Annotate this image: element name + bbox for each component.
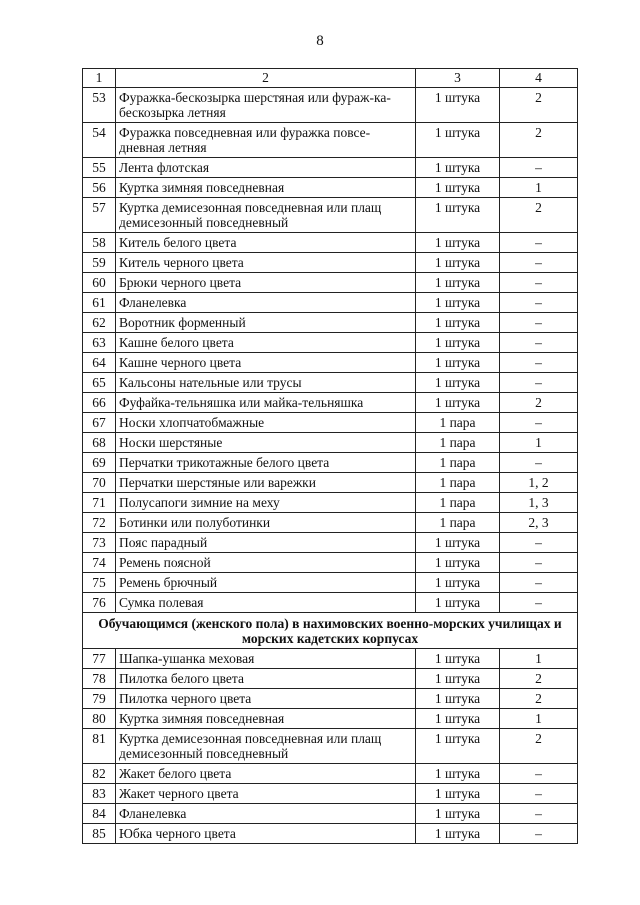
table-row [83, 198, 578, 233]
item-quantity: 1 штука [416, 689, 500, 709]
row-number: 79 [83, 689, 116, 709]
item-note: 2, 3 [500, 513, 578, 533]
item-name: Ремень брючный [116, 573, 416, 593]
item-name: Фланелевка [116, 804, 416, 824]
row-number: 78 [83, 669, 116, 689]
row-number: 82 [83, 764, 116, 784]
item-name: Лента флотская [116, 158, 416, 178]
row-number: 57 [83, 198, 116, 233]
table-row [83, 253, 578, 273]
item-name: Кашне черного цвета [116, 353, 416, 373]
row-number: 61 [83, 293, 116, 313]
item-name: Куртка зимняя повседневная [116, 178, 416, 198]
table-header-row [83, 69, 578, 88]
item-quantity: 1 пара [416, 513, 500, 533]
item-note: – [500, 313, 578, 333]
row-number: 77 [83, 649, 116, 669]
item-note: 1 [500, 178, 578, 198]
row-number: 74 [83, 553, 116, 573]
item-name: Фуфайка-тельняшка или майка-тельняшка [116, 393, 416, 413]
item-quantity: 1 штука [416, 804, 500, 824]
item-quantity: 1 штука [416, 233, 500, 253]
item-note: 2 [500, 198, 578, 233]
row-number: 66 [83, 393, 116, 413]
item-note: 2 [500, 729, 578, 764]
item-quantity: 1 штука [416, 123, 500, 158]
row-number: 64 [83, 353, 116, 373]
page-number: 8 [316, 33, 324, 49]
item-name: Шапка-ушанка меховая [116, 649, 416, 669]
item-name: Ремень поясной [116, 553, 416, 573]
table-row [83, 158, 578, 178]
item-quantity: 1 пара [416, 453, 500, 473]
item-name: Воротник форменный [116, 313, 416, 333]
item-quantity: 1 штука [416, 393, 500, 413]
row-number: 85 [83, 824, 116, 844]
item-note: – [500, 293, 578, 313]
item-quantity: 1 пара [416, 413, 500, 433]
row-number: 73 [83, 533, 116, 553]
item-note: – [500, 824, 578, 844]
item-note: 2 [500, 88, 578, 123]
column-header-1: 1 [83, 69, 116, 88]
row-number: 84 [83, 804, 116, 824]
column-header-4: 4 [500, 69, 578, 88]
item-note: – [500, 373, 578, 393]
item-name: Ботинки или полуботинки [116, 513, 416, 533]
item-quantity: 1 штука [416, 333, 500, 353]
item-quantity: 1 пара [416, 433, 500, 453]
item-quantity: 1 штука [416, 573, 500, 593]
table-row [83, 709, 578, 729]
item-note: 2 [500, 669, 578, 689]
item-note: – [500, 804, 578, 824]
row-number: 71 [83, 493, 116, 513]
item-note: – [500, 413, 578, 433]
table-row [83, 669, 578, 689]
row-number: 63 [83, 333, 116, 353]
item-name: Юбка черного цвета [116, 824, 416, 844]
table-row [83, 689, 578, 709]
item-quantity: 1 штука [416, 313, 500, 333]
row-number: 70 [83, 473, 116, 493]
item-quantity: 1 штука [416, 353, 500, 373]
item-name: Сумка полевая [116, 593, 416, 613]
item-name: Перчатки шерстяные или варежки [116, 473, 416, 493]
table-row [83, 649, 578, 669]
item-name: Брюки черного цвета [116, 273, 416, 293]
item-note: 2 [500, 393, 578, 413]
item-note: 1, 3 [500, 493, 578, 513]
table-row [83, 353, 578, 373]
item-quantity: 1 штука [416, 764, 500, 784]
section-header-row [83, 613, 578, 649]
row-number: 68 [83, 433, 116, 453]
column-header-2: 2 [116, 69, 416, 88]
item-note: – [500, 573, 578, 593]
row-number: 69 [83, 453, 116, 473]
clothing-supply-table [82, 68, 578, 844]
item-note: 1 [500, 433, 578, 453]
table-row [83, 233, 578, 253]
item-name: Фуражка повседневная или фуражка повсе-дневная летняя [116, 123, 416, 158]
item-name: Жакет белого цвета [116, 764, 416, 784]
table-row [83, 804, 578, 824]
row-number: 65 [83, 373, 116, 393]
item-name: Куртка демисезонная повседневная или плащ демисезонный повседневный [116, 198, 416, 233]
row-number: 58 [83, 233, 116, 253]
table-row [83, 88, 578, 123]
table-row [83, 729, 578, 764]
item-name: Фуражка-бескозырка шерстяная или фураж-ка-бескозырка летняя [116, 88, 416, 123]
item-name: Куртка зимняя повседневная [116, 709, 416, 729]
item-quantity: 1 штука [416, 649, 500, 669]
item-quantity: 1 штука [416, 88, 500, 123]
item-quantity: 1 пара [416, 473, 500, 493]
item-name: Фланелевка [116, 293, 416, 313]
item-name: Пилотка белого цвета [116, 669, 416, 689]
item-note: – [500, 233, 578, 253]
item-quantity: 1 штука [416, 669, 500, 689]
table-row [83, 313, 578, 333]
item-note: – [500, 353, 578, 373]
item-quantity: 1 штука [416, 729, 500, 764]
table-row [83, 453, 578, 473]
row-number: 54 [83, 123, 116, 158]
column-header-3: 3 [416, 69, 500, 88]
item-quantity: 1 штука [416, 158, 500, 178]
row-number: 56 [83, 178, 116, 198]
item-name: Носки шерстяные [116, 433, 416, 453]
item-name: Носки хлопчатобмажные [116, 413, 416, 433]
table-row [83, 273, 578, 293]
table-row [83, 293, 578, 313]
item-quantity: 1 штука [416, 533, 500, 553]
item-quantity: 1 штука [416, 373, 500, 393]
table-row [83, 333, 578, 353]
item-note: – [500, 784, 578, 804]
item-name: Перчатки трикотажные белого цвета [116, 453, 416, 473]
item-note: – [500, 553, 578, 573]
item-quantity: 1 штука [416, 253, 500, 273]
item-quantity: 1 штука [416, 178, 500, 198]
item-name: Кашне белого цвета [116, 333, 416, 353]
table-row [83, 533, 578, 553]
table-row [83, 393, 578, 413]
row-number: 62 [83, 313, 116, 333]
table-row [83, 178, 578, 198]
row-number: 80 [83, 709, 116, 729]
row-number: 67 [83, 413, 116, 433]
item-note: – [500, 273, 578, 293]
row-number: 59 [83, 253, 116, 273]
item-note: – [500, 593, 578, 613]
item-name: Пилотка черного цвета [116, 689, 416, 709]
item-note: 2 [500, 123, 578, 158]
item-quantity: 1 штука [416, 784, 500, 804]
item-note: 2 [500, 689, 578, 709]
row-number: 60 [83, 273, 116, 293]
row-number: 76 [83, 593, 116, 613]
row-number: 72 [83, 513, 116, 533]
table-row [83, 433, 578, 453]
table-row [83, 824, 578, 844]
item-note: 1 [500, 709, 578, 729]
item-name: Куртка демисезонная повседневная или плащ демисезонный повседневный [116, 729, 416, 764]
item-note: 1, 2 [500, 473, 578, 493]
row-number: 53 [83, 88, 116, 123]
table-row [83, 473, 578, 493]
item-quantity: 1 штука [416, 824, 500, 844]
item-quantity: 1 штука [416, 593, 500, 613]
table-row [83, 784, 578, 804]
item-name: Кальсоны нательные или трусы [116, 373, 416, 393]
table-row [83, 373, 578, 393]
item-note: – [500, 764, 578, 784]
table-row [83, 593, 578, 613]
item-quantity: 1 штука [416, 709, 500, 729]
item-name: Полусапоги зимние на меху [116, 493, 416, 513]
table-row [83, 573, 578, 593]
table-row [83, 513, 578, 533]
section-title: Обучающимся (женского пола) в нахимовских военно-морских училищах и морских кадетских корпусах [83, 613, 578, 649]
item-quantity: 1 штука [416, 553, 500, 573]
item-note: – [500, 453, 578, 473]
item-name: Китель черного цвета [116, 253, 416, 273]
item-quantity: 1 штука [416, 293, 500, 313]
table-row [83, 553, 578, 573]
item-name: Жакет черного цвета [116, 784, 416, 804]
item-name: Пояс парадный [116, 533, 416, 553]
table-row [83, 413, 578, 433]
item-quantity: 1 штука [416, 198, 500, 233]
item-quantity: 1 пара [416, 493, 500, 513]
row-number: 83 [83, 784, 116, 804]
table-row [83, 764, 578, 784]
row-number: 55 [83, 158, 116, 178]
item-name: Китель белого цвета [116, 233, 416, 253]
item-note: – [500, 533, 578, 553]
row-number: 81 [83, 729, 116, 764]
item-note: – [500, 158, 578, 178]
table-row [83, 123, 578, 158]
item-note: – [500, 333, 578, 353]
row-number: 75 [83, 573, 116, 593]
item-note: 1 [500, 649, 578, 669]
item-quantity: 1 штука [416, 273, 500, 293]
item-note: – [500, 253, 578, 273]
table-row [83, 493, 578, 513]
